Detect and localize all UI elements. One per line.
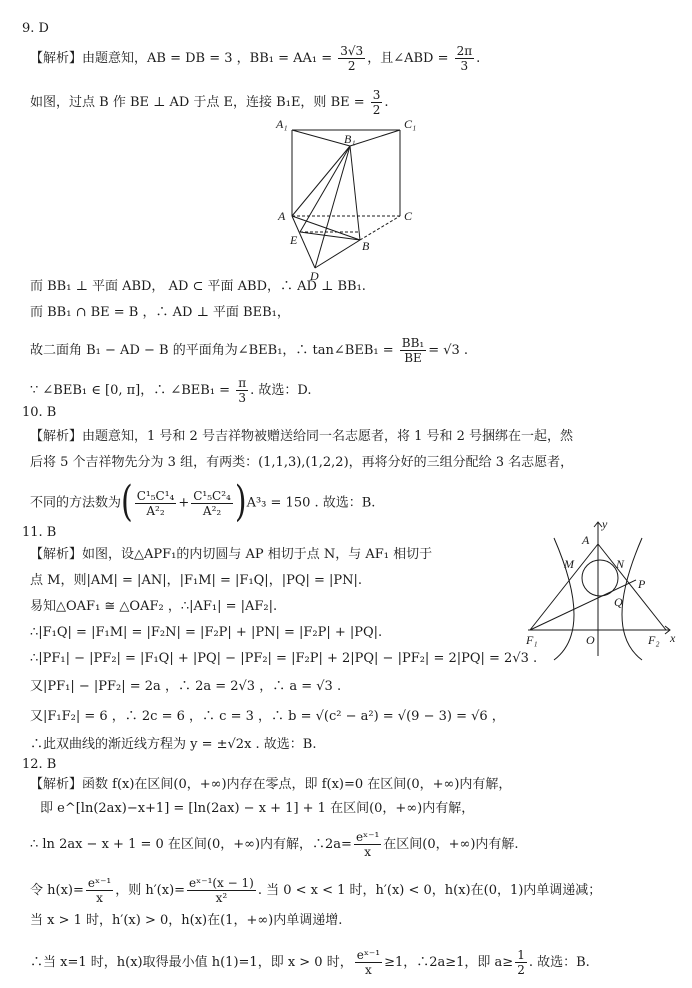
q9-line-2: 如图，过点 B 作 BE ⊥ AD 于点 E，连接 B₁E，则 BE = $\frac{3}{2}$ .: [30, 88, 389, 117]
label-e: E: [290, 233, 298, 247]
q12-line-5: 当 x > 1 时，h′(x) > 0，h(x)在(1，+∞)内单调递增.: [30, 913, 343, 928]
label-p: P: [638, 577, 646, 591]
q9-header: 9. D: [22, 21, 49, 36]
prism-figure: [270, 112, 430, 282]
label-a: A: [278, 209, 286, 223]
q12-frac-4: $\frac{\text{eˣ⁻¹}}{x}$: [356, 948, 381, 977]
label-o: O: [586, 633, 595, 647]
q11-line-5: ∴|PF₁| − |PF₂| = |F₁Q| + |PQ| − |PF₂| = |F₂P| + 2|PQ| − |PF₂| = 2|PQ| = 2√3 .: [30, 651, 538, 666]
label-c1: C₁: [404, 117, 417, 131]
q9-frac-tan: $\frac{\text{BB₁}}{BE}$: [401, 336, 425, 365]
q9-line-3: 而 BB₁ ⊥ 平面 ABD， AD ⊂ 平面 ABD，∴ AD ⊥ BB₁.: [30, 279, 366, 294]
q12-frac-1: $\frac{\text{eˣ⁻¹}}{x}$: [355, 830, 380, 859]
q11-line-7: 又|F₁F₂| = 6 ，∴ 2c = 6 ，∴ c = 3 ，∴ b = √(c² − a²) = √(9 − 3) = √6 ，: [30, 709, 505, 724]
label-b: B: [362, 239, 370, 253]
q12-frac-2: $\frac{\text{eˣ⁻¹}}{x}$: [87, 876, 112, 905]
q11-line-2: 点 M，则|AM| = |AN|，|F₁M| = |F₁Q|，|PQ| = |PN|.: [30, 573, 363, 588]
q12-header: 12. B: [22, 757, 57, 772]
q9-frac-angle: $\frac{2\pi}{3}$: [456, 44, 473, 73]
label-a1: A₁: [276, 117, 288, 131]
q11-line-3: 易知△OAF₁ ≅ △OAF₂ ，∴|AF₁| = |AF₂|.: [30, 599, 278, 614]
label-q: Q: [614, 595, 623, 609]
label-d: D: [310, 269, 319, 282]
q9-frac-bb1: $\frac{3√3}{2}$: [340, 44, 364, 73]
q12-line-2: 即 e^[ln(2ax)−x+1] = [ln(2ax) − x + 1] + 1 在区间(0，+∞)内有解，: [40, 801, 475, 816]
label-b1: B₁: [344, 132, 356, 146]
q9-line-5: 故二面角 B₁ − AD − B 的平面角为∠BEB₁，∴ tan∠BEB₁ = $\frac{\text{BB₁}}{BE}$ = √3 .: [30, 336, 469, 365]
label-n: N: [616, 557, 625, 571]
q11-line-6: 又|PF₁| − |PF₂| = 2a ，∴ 2a = 2√3 ，∴ a = √3 .: [30, 679, 342, 694]
q12-frac-3: $\frac{\text{eˣ⁻¹(x − 1)}}{\text{x²}}$: [189, 876, 254, 905]
q9-line-6: ∵ ∠BEB₁ ∈ [0, π]，∴ ∠BEB₁ = $\frac{\pi}{3}$ . 故选：D.: [30, 376, 312, 405]
q12-line-6: ∴当 x=1 时，h(x)取得最小值 h(1)=1，即 x > 0 时， $\frac{\text{eˣ⁻¹}}{x}$ ≥1，∴2a≥1，即 a≥ $\frac{1}{2}$ . 故选：B.: [30, 948, 590, 977]
q12-line-3: ∴ ln 2ax − x + 1 = 0 在区间(0，+∞)内有解，∴2a= $\frac{\text{eˣ⁻¹}}{x}$ 在区间(0，+∞)内有解.: [30, 830, 519, 859]
q10-line-3: 不同的方法数为( $\frac{\text{C¹₅C¹₄}}{\text{A²₂}}$ + $\frac{\text{C¹₅C²₄}}{\text{A²₂}}$ )A³₃ = 150 . 故选：B.: [30, 477, 376, 527]
q11-header: 11. B: [22, 525, 57, 540]
label-m: M: [564, 557, 574, 571]
label-f1: F₁: [526, 633, 538, 647]
q11-line-1: 【解析】如图，设△APF₁的内切圆与 AP 相切于点 N，与 AF₁ 相切于: [30, 547, 433, 562]
label-a: A: [582, 533, 590, 547]
q9-frac-be: $\frac{3}{2}$: [372, 88, 381, 117]
q12-line-1: 【解析】函数 f(x)在区间(0，+∞)内存在零点，即 f(x)=0 在区间(0，+∞)内有解，: [30, 777, 512, 792]
q10-frac-1: $\frac{\text{C¹₅C¹₄}}{\text{A²₂}}$: [136, 488, 175, 518]
q9-frac-pi3: $\frac{\pi}{3}$: [238, 376, 247, 405]
label-f2: F₂: [648, 633, 660, 647]
label-x: x: [670, 631, 676, 645]
label-y: y: [602, 517, 608, 531]
q10-frac-2: $\frac{\text{C¹₅C²₄}}{\text{A²₂}}$: [193, 488, 231, 518]
q11-line-4: ∴|F₁Q| = |F₁M| = |F₂N| = |F₂P| + |PN| = |F₂P| + |PQ|.: [30, 625, 383, 640]
q9-line-1: 【解析】由题意知，AB = DB = 3 ，BB₁ = AA₁ = $\frac{3√3}{2}$ ，且∠ABD = $\frac{2\pi}{3}$ .: [30, 44, 481, 73]
label-c: C: [404, 209, 413, 223]
q12-frac-5: $\frac{1}{2}$: [517, 948, 525, 977]
hyperbola-figure: [520, 516, 680, 666]
q9-line-4: 而 BB₁ ∩ BE = B ，∴ AD ⊥ 平面 BEB₁，: [30, 305, 290, 320]
q10-header: 10. B: [22, 405, 57, 420]
q12-line-4: 令 h(x)= $\frac{\text{eˣ⁻¹}}{x}$ ，则 h′(x)= $\frac{\text{eˣ⁻¹(x − 1)}}{\text{x²}}$ . 当 0 < x < 1 时，h′(x) < 0，h(x)在(0，1)内单调递减；: [30, 876, 602, 905]
q10-line-2: 后将 5 个吉祥物先分为 3 组，有两类：(1,1,3),(1,2,2)，再将分好的三组分配给 3 名志愿者，: [30, 455, 574, 470]
q10-line-1: 【解析】由题意知，1 号和 2 号吉祥物被赠送给同一名志愿者，将 1 号和 2 号捆绑在一起，然: [30, 429, 574, 444]
q11-line-8: ∴此双曲线的渐近线方程为 y = ±√2x . 故选：B.: [30, 737, 317, 752]
